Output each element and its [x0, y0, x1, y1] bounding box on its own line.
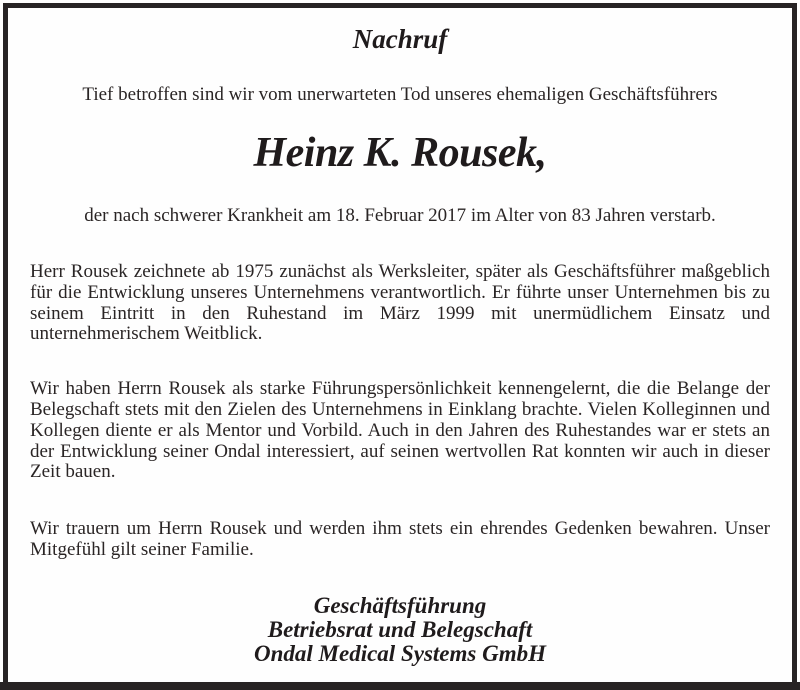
obituary-frame — [3, 3, 797, 682]
bottom-crop-bar — [0, 682, 800, 690]
obituary-paragraph-condolence: Wir trauern um Herrn Rousek und werden ihm stets ein ehrendes Gedenken bewahren. Unser Mitgefühl gilt seiner Familie. — [30, 518, 770, 560]
obituary-paragraph-tribute: Wir haben Herrn Rousek als starke Führungspersönlichkeit kennengelernt, die die Belange der Belegschaft stets mit den Zielen des Unternehmens in Einklang brachte. Vielen Kolleginnen und Kollegen diente er als Mentor und Vorbild. Auch in den Jahren des Ruhestandes war er stets an der Entwicklung seiner Ondal interessiert, auf seinen wertvollen Rat konnten wir auch in dieser Zeit bauen. — [30, 378, 770, 483]
intro-line: Tief betroffen sind wir vom unerwarteten Tod unseres ehemaligen Geschäftsführers — [82, 84, 718, 105]
deceased-name: Heinz K. Rousek, — [253, 130, 547, 176]
signature-company: Ondal Medical Systems GmbH — [254, 640, 546, 666]
death-details-line: der nach schwerer Krankheit am 18. Februar 2017 im Alter von 83 Jahren verstarb. — [84, 205, 716, 226]
signature-block — [30, 594, 770, 666]
signature-management: Geschäftsführung — [313, 592, 487, 618]
obituary-title: Nachruf — [352, 24, 448, 54]
obituary-paragraph-career: Herr Rousek zeichnete ab 1975 zunächst als Werksleiter, später als Geschäftsführer maßgeblich für die Entwicklung unseres Unternehmens verantwortlich. Er führte unser Unternehmen bis zu seinem Eintritt in den Ruhestand im März 1999 mit unermüdlichem Einsatz und unternehmerischem Weitblick. — [30, 261, 770, 345]
signature-works-council: Betriebsrat und Belegschaft — [267, 616, 533, 642]
